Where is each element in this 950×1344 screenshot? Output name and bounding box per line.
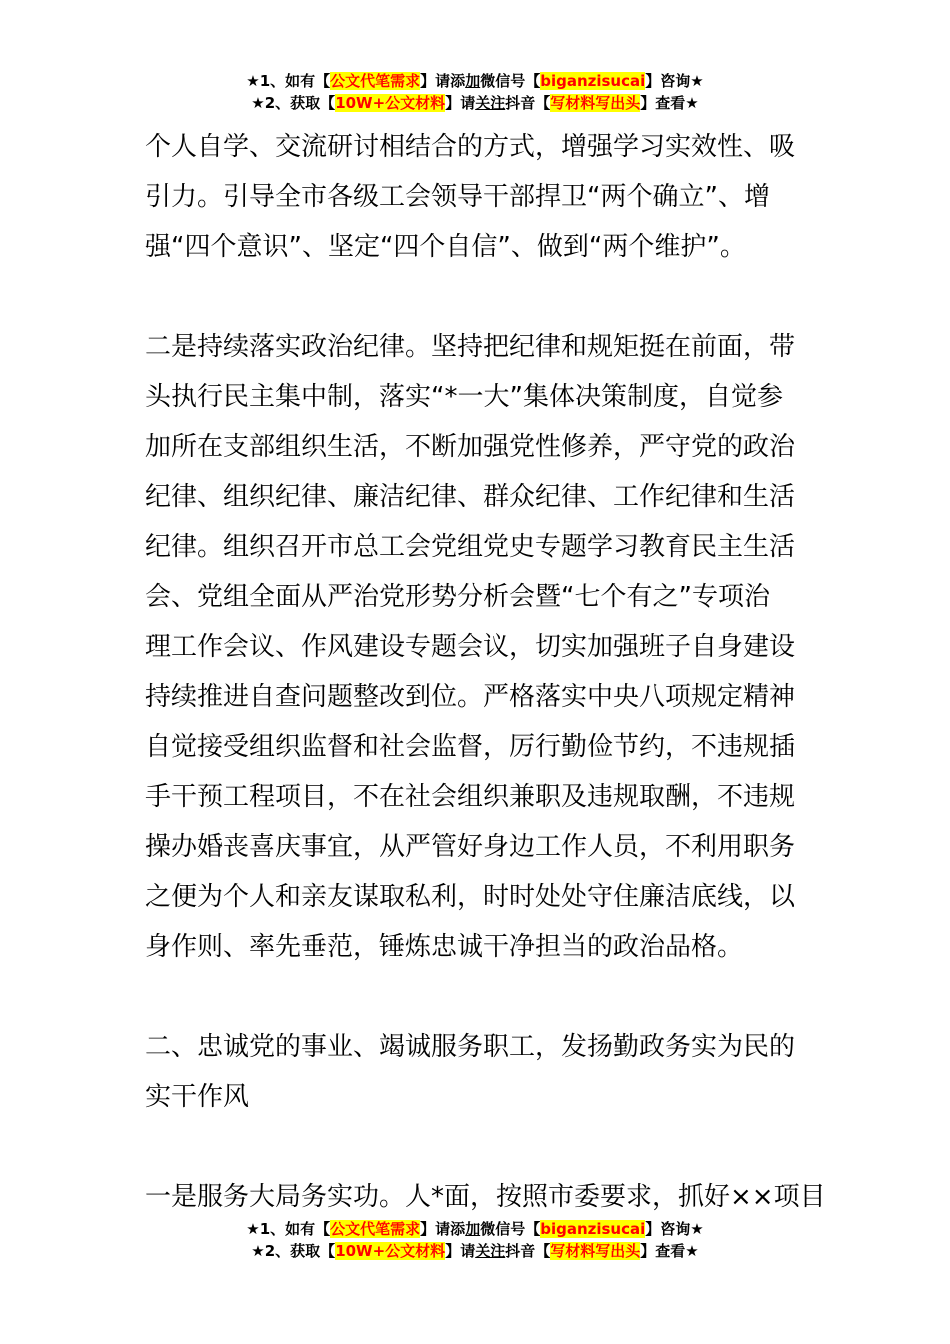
paragraph-study <box>145 122 810 272</box>
text-line: 操办婚丧喜庆事宜，从严管好身边工作人员，不利用职务 <box>145 832 796 862</box>
highlight-douyin-account: 写材料写出头 <box>550 94 641 112</box>
highlight-service: 公文代笔需求 <box>330 72 421 90</box>
text-line: 个人自学、交流研讨相结合的方式，增强学习实效性、吸 <box>145 132 796 162</box>
text-line: 纪律、组织纪律、廉洁纪律、群众纪律、工作纪律和生活 <box>145 482 796 512</box>
highlight-materials: 10W+公文材料 <box>335 94 446 112</box>
text-line: 手干预工程项目，不在社会组织兼职及违规取酬，不违规 <box>145 782 796 812</box>
text-line: 之便为个人和亲友谋取私利，时时处处守住廉洁底线，以 <box>145 882 796 912</box>
text-line: 持续推进自查问题整改到位。严格落实中央八项规定精神 <box>145 682 796 712</box>
text-line: 引力。引导全市各级工会领导干部捍卫“两个确立”、增 <box>145 182 770 212</box>
section-heading-2 <box>145 1022 810 1122</box>
promo-line-2: ★2、获取【10W+公文材料】请关注抖音【写材料写出头】查看★ <box>251 94 699 112</box>
paragraph-political-discipline <box>145 322 810 972</box>
paragraph-serve-overall <box>145 1172 826 1222</box>
highlight-service: 公文代笔需求 <box>330 1220 421 1238</box>
text-line: 二是持续落实政治纪律。坚持把纪律和规矩挺在前面，带 <box>145 332 796 362</box>
text-line: 自觉接受组织监督和社会监督，厉行勤俭节约，不违规插 <box>145 732 796 762</box>
promo-line-2: ★2、获取【10W+公文材料】请关注抖音【写材料写出头】查看★ <box>251 1242 699 1260</box>
text-line: 强“四个意识”、坚定“四个自信”、做到“两个维护”。 <box>145 232 746 262</box>
highlight-douyin-account: 写材料写出头 <box>550 1242 641 1260</box>
text-line: 一是服务大局务实功。人*面，按照市委要求，抓好××项目 <box>145 1182 826 1212</box>
document-body <box>145 122 826 1222</box>
text-line: 身作则、率先垂范，锤炼忠诚干净担当的政治品格。 <box>145 932 744 962</box>
heading-line: 二、忠诚党的事业、竭诚服务职工，发扬勤政务实为民的 <box>145 1032 796 1062</box>
text-line: 头执行民主集中制，落实“*一大”集体决策制度，自觉参 <box>145 382 783 412</box>
text-line: 加所在支部组织生活，不断加强党性修养，严守党的政治 <box>145 432 796 462</box>
highlight-materials: 10W+公文材料 <box>335 1242 446 1260</box>
promo-line-1: ★1、如有【公文代笔需求】请添加微信号【biganzisucai】咨询★ <box>246 1220 704 1238</box>
text-line: 理工作会议、作风建设专题会议，切实加强班子自身建设 <box>145 632 796 662</box>
promo-line-1: ★1、如有【公文代笔需求】请添加微信号【biganzisucai】咨询★ <box>246 72 704 90</box>
highlight-wechat-id: biganzisucai <box>540 72 646 90</box>
heading-line: 实干作风 <box>145 1082 250 1112</box>
text-line: 纪律。组织召开市总工会党组党史专题学习教育民主生活 <box>145 532 796 562</box>
footer-promo-banner <box>0 1218 950 1262</box>
text-line: 会、党组全面从严治党形势分析会暨“七个有之”专项治 <box>145 582 770 612</box>
highlight-wechat-id: biganzisucai <box>540 1220 646 1238</box>
header-promo-banner <box>0 70 950 114</box>
